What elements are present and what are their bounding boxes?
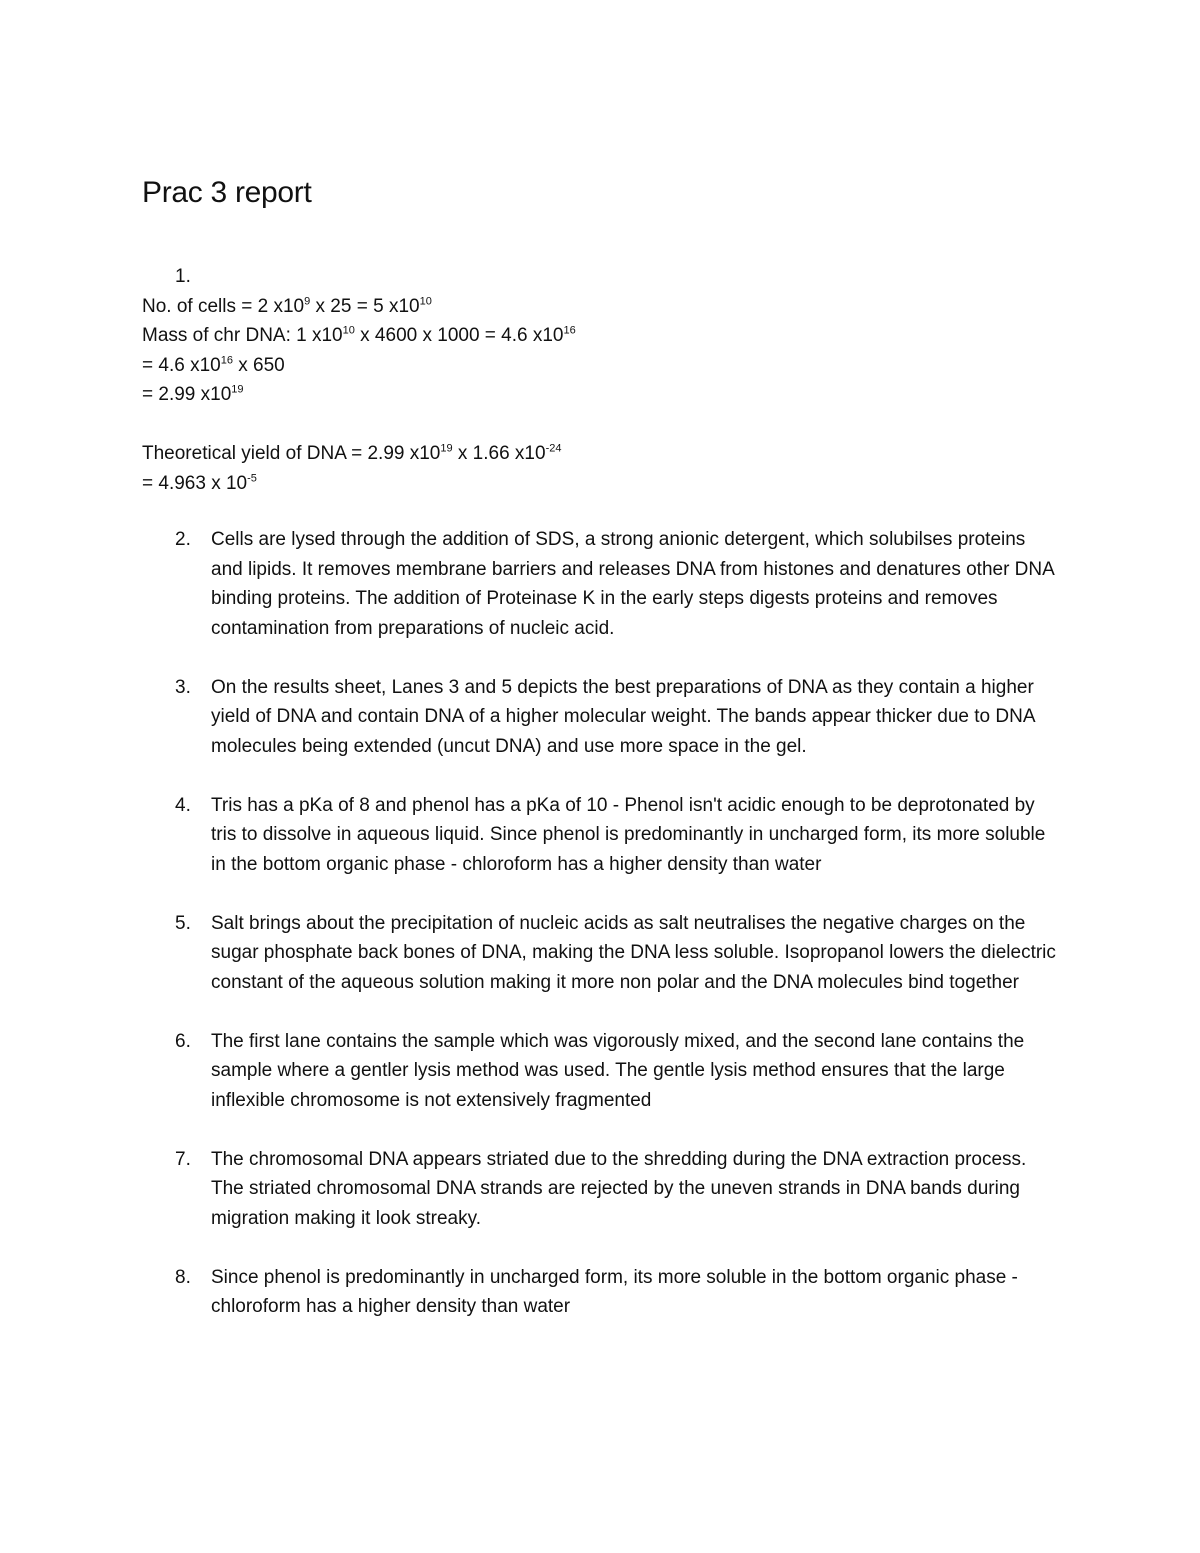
- calc-line: = 4.963 x $10^{-5}$: [142, 472, 257, 494]
- list-number: 1.: [175, 266, 191, 287]
- page-title: Prac 3 report: [142, 176, 312, 209]
- answer-text: The chromosomal DNA appears striated due to the shredding during the DNA extraction process. The striated chromosomal DNA strands are rejected by the uneven strands in DNA bands during migration making it look streaky.: [211, 1148, 1027, 1229]
- calc-line: Theoretical yield of DNA = 2.99 $x10^{19}$ x 1.66 $x10^{-24}$: [142, 442, 562, 464]
- answer-text: Since phenol is predominantly in uncharged form, its more soluble in the bottom organic phase - chloroform has a higher density than water: [211, 1266, 1018, 1317]
- list-number: 8.: [175, 1266, 191, 1288]
- spacer: [142, 410, 1082, 440]
- list-number: 3.: [175, 676, 191, 698]
- answer-text: Tris has a pKa of 8 and phenol has a pKa of 10 - Phenol isn't acidic enough to be deprotonated by tris to dissolve in aqueous liquid. Since phenol is predominantly in uncharged form, its more soluble in the bottom organic phase - chloroform has a higher density than water: [211, 794, 1046, 875]
- list-item: [142, 525, 1082, 643]
- calc-line: = 4.6 $x10^{16}$ x 650: [142, 354, 285, 376]
- list-item: [142, 791, 1082, 880]
- list-number: 6.: [175, 1030, 191, 1052]
- answer-text: On the results sheet, Lanes 3 and 5 depicts the best preparations of DNA as they contain a higher yield of DNA and contain DNA of a higher molecular weight. The bands appear thicker due to DNA molecules being extended (uncut DNA) and use more space in the gel.: [211, 676, 1035, 757]
- answer-text: Salt brings about the precipitation of nucleic acids as salt neutralises the negative charges on the sugar phosphate back bones of DNA, making the DNA less soluble. Isopropanol lowers the dielectric constant of the aqueous solution making it more non polar and the DNA molecules bind together: [211, 912, 1056, 993]
- calc-line: = 2.99 $x10^{19}$: [142, 383, 244, 405]
- answer-list: [142, 525, 1082, 1351]
- list-number: 7.: [175, 1148, 191, 1170]
- list-item: [142, 1027, 1082, 1116]
- list-number: 5.: [175, 912, 191, 934]
- list-item: [142, 673, 1082, 762]
- answer-text: Cells are lysed through the addition of SDS, a strong anionic detergent, which solubilses proteins and lipids. It removes membrane barriers and releases DNA from histones and denatures other DNA binding proteins. The addition of Proteinase K in the early steps digests proteins and removes contamination from preparations of nucleic acid.: [211, 529, 1054, 639]
- list-item: [142, 909, 1082, 998]
- calc-line: Mass of chr DNA: 1 $x10^{10}$ x 4600 x 1000 = 4.6 $x10^{16}$: [142, 324, 576, 346]
- answer-text: The first lane contains the sample which was vigorously mixed, and the second lane contains the sample where a gentler lysis method was used. The gentle lysis method ensures that the large inflexible chromosome is not extensively fragmented: [211, 1030, 1025, 1111]
- list-number: 2.: [175, 529, 191, 550]
- list-item: [142, 1145, 1082, 1234]
- list-number: 4.: [175, 794, 191, 816]
- list-item: [142, 1263, 1082, 1322]
- calc-line: No. of cells = 2 $x10^9$ x 25 = 5 $x10^{10}$: [142, 295, 432, 317]
- calculation-block: [142, 262, 1082, 498]
